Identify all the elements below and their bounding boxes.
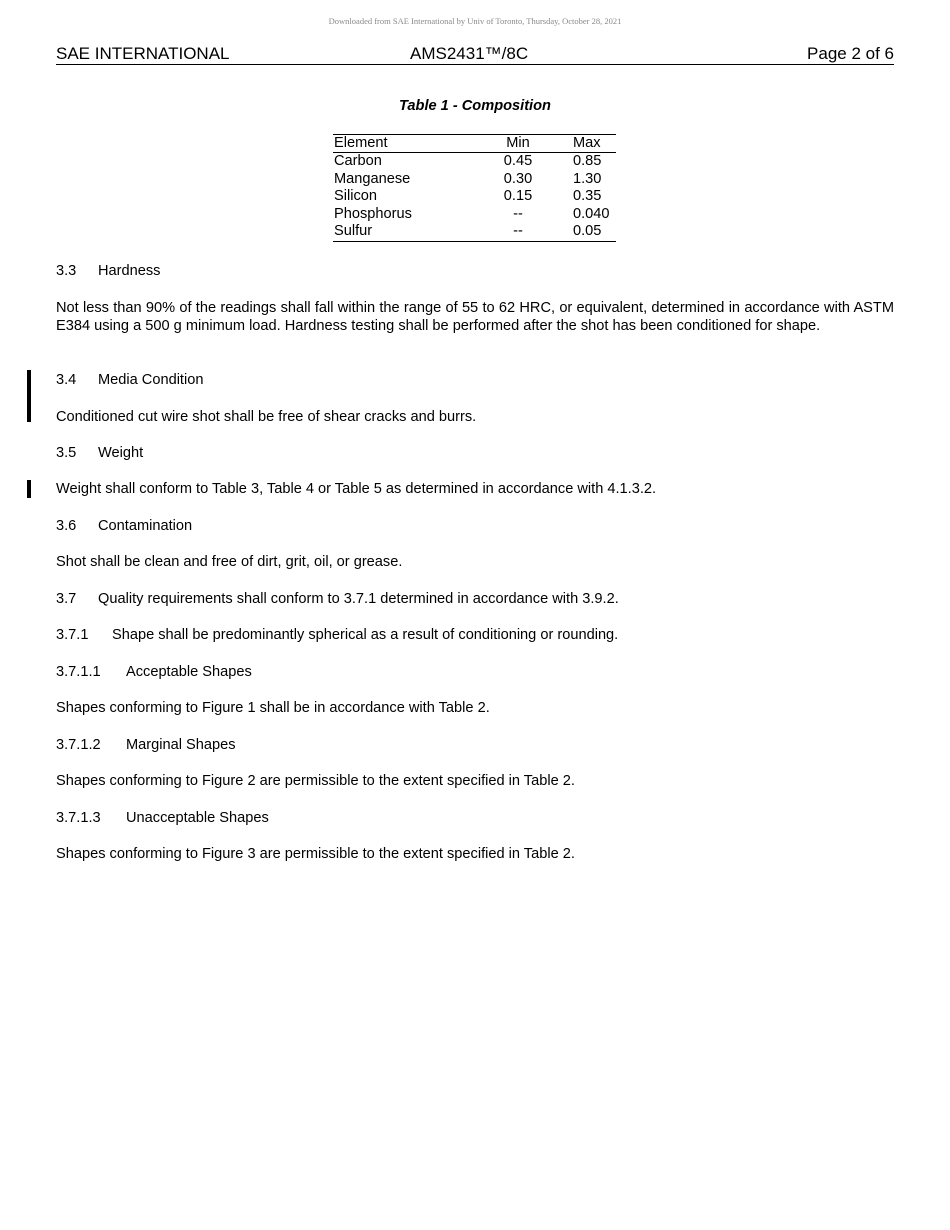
table-header-row	[333, 135, 616, 153]
section-title: Media Condition	[98, 372, 204, 388]
section-number: 3.7.1	[56, 627, 89, 643]
paragraph-media-condition: Conditioned cut wire shot shall be free of shear cracks and burrs.	[56, 409, 477, 425]
column-header-min: Min	[506, 135, 530, 151]
section-number: 3.7.1.2	[56, 737, 101, 753]
section-title: Marginal Shapes	[126, 737, 236, 753]
section-heading-3-7-1-2	[56, 736, 894, 754]
section-heading-3-7-1	[56, 626, 894, 644]
section-heading-3-7-1-3	[56, 809, 894, 827]
section-heading-3-5	[56, 444, 894, 462]
section-title: Contamination	[98, 518, 193, 534]
section-title: Weight	[98, 445, 144, 461]
header-page-number: Page 2 of 6	[807, 44, 894, 63]
section-title: Shape shall be predominantly spherical as a result of conditioning or rounding.	[112, 627, 619, 643]
paragraph-contamination: Shot shall be clean and free of dirt, grit, oil, or grease.	[56, 554, 403, 570]
change-bar	[27, 370, 31, 422]
table-row	[333, 206, 616, 224]
cell-element: Carbon	[334, 153, 382, 169]
change-bar	[27, 480, 31, 498]
section-number: 3.4	[56, 372, 77, 388]
table-row	[333, 223, 616, 241]
section-title: Hardness	[98, 263, 161, 279]
section-number: 3.5	[56, 445, 77, 461]
section-heading-3-7	[56, 590, 894, 608]
table-row	[333, 153, 616, 171]
table-row	[333, 171, 616, 189]
cell-element: Phosphorus	[334, 205, 412, 222]
column-header-max: Max	[573, 135, 601, 151]
section-title: Unacceptable Shapes	[126, 810, 269, 826]
section-number: 3.7.1.3	[56, 810, 101, 826]
cell-min: --	[513, 205, 523, 222]
table-title: Table 1 - Composition	[399, 98, 551, 114]
section-title: Acceptable Shapes	[126, 664, 252, 680]
section-heading-3-3	[56, 262, 894, 280]
section-number: 3.6	[56, 518, 77, 534]
header-org: SAE INTERNATIONAL	[56, 44, 230, 63]
cell-max: 0.040	[573, 205, 610, 222]
cell-max: 0.35	[573, 188, 602, 205]
cell-max: 0.85	[573, 153, 602, 169]
cell-max: 1.30	[573, 170, 602, 187]
download-watermark: Downloaded from SAE International by Univ of Toronto, Thursday, October 28, 2021	[328, 16, 622, 26]
section-heading-3-4	[56, 371, 894, 389]
paragraph-unacceptable-shapes: Shapes conforming to Figure 3 are permissible to the extent specified in Table 2.	[56, 846, 575, 862]
paragraph-marginal-shapes: Shapes conforming to Figure 2 are permissible to the extent specified in Table 2.	[56, 773, 575, 789]
cell-element: Manganese	[334, 170, 411, 187]
cell-min: 0.15	[503, 188, 533, 205]
column-header-element: Element	[334, 135, 388, 151]
cell-min: 0.30	[503, 170, 533, 187]
cell-min: 0.45	[503, 153, 533, 169]
cell-min: --	[513, 223, 523, 240]
section-number: 3.7	[56, 591, 77, 607]
section-heading-3-7-1-1	[56, 663, 894, 681]
table-row	[333, 188, 616, 206]
cell-element: Sulfur	[334, 223, 373, 240]
paragraph-hardness: Not less than 90% of the readings shall fall within the range of 55 to 62 HRC, or equivalent, determined in accordance with ASTM E384 using a 500 g minimum load. Hardness testing shall be performed after the shot has been conditioned for shape.	[56, 300, 894, 334]
paragraph-weight: Weight shall conform to Table 3, Table 4 or Table 5 as determined in accordance with 4.1.3.2.	[56, 481, 657, 497]
composition-table	[333, 134, 616, 242]
section-number: 3.7.1.1	[56, 664, 101, 680]
cell-element: Silicon	[334, 188, 377, 205]
header-doc-id: AMS2431™/8C	[410, 44, 529, 63]
section-title: Quality requirements shall conform to 3.7.1 determined in accordance with 3.9.2.	[98, 591, 619, 607]
section-number: 3.3	[56, 263, 77, 279]
cell-max: 0.05	[573, 223, 602, 240]
paragraph-acceptable-shapes: Shapes conforming to Figure 1 shall be in accordance with Table 2.	[56, 700, 490, 716]
section-heading-3-6	[56, 517, 894, 535]
page-header	[56, 44, 894, 65]
